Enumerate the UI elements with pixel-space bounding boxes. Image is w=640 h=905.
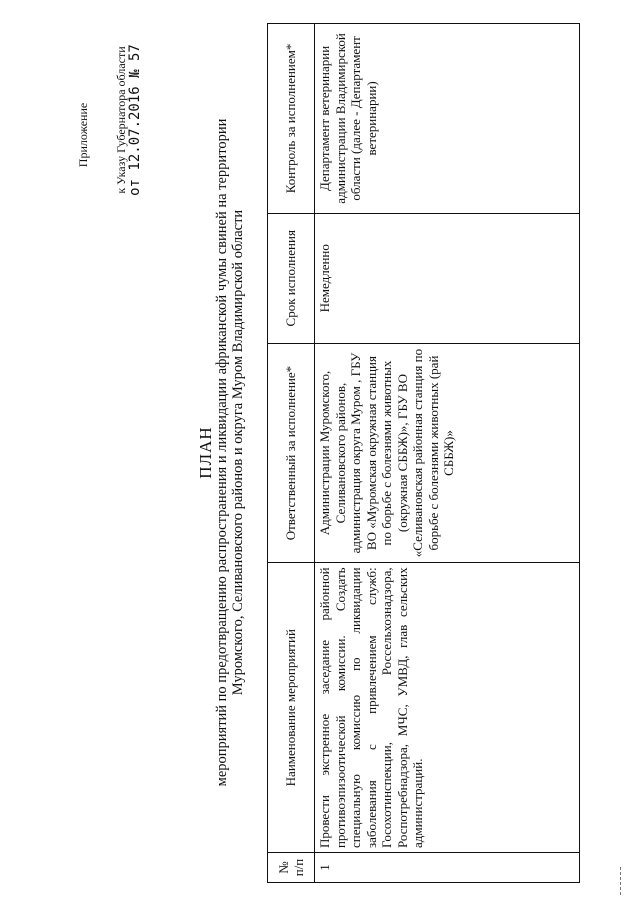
row-num: 1: [315, 853, 580, 883]
appendix-label: Приложение: [76, 102, 90, 168]
row-responsible: Администрации Муромского, Селивановского районов, администрация округа Муром , ГБУ ВО «Муромская окружная станция по борьбе с болезнями животных (окружная СББЖ)», ГБУ ВО «Селивановская районная станция по борьбе с болезнями животных (рай СББЖ)»: [315, 343, 580, 563]
plan-heading: ПЛАН: [196, 426, 215, 479]
header-num: № п/п: [268, 853, 315, 883]
appendix-decree: к Указу Губернатора области: [114, 46, 128, 194]
plan-subtitle-line2: Муромского, Селивановского районов и округа Муром Владимирской области: [230, 209, 246, 696]
header-name: Наименование мероприятий: [268, 563, 315, 853]
header-deadline: Срок исполнения: [268, 213, 315, 343]
appendix-date: от 12.07.2016 № 57: [127, 44, 143, 196]
margin-mark: [620, 867, 621, 895]
row-name: Провести экстренное заседание районной противоэпизоотической комиссии. Создать специальную комиссию по ликвидации заболевания с привлечением служб: Госохотинспекции, Россельхознадзора, Роспотребнадзора, МЧС, УМВД, глав сельских администраций.: [315, 563, 580, 853]
header-responsible: Ответственный за исполнение*: [268, 343, 315, 563]
plan-subtitle-line1: мероприятий по предотвращению распространения и ликвидации африканской чумы свиней на территории: [214, 118, 230, 787]
plan-table: [267, 23, 580, 883]
row-deadline: Немедленно: [315, 213, 580, 343]
row-control: Департамент ветеринарии администрации Владимирской области (далее - Департамент ветеринарии): [315, 24, 580, 214]
table-header-row: [268, 24, 315, 883]
header-control: Контроль за исполнением*: [268, 24, 315, 214]
table-row: [315, 24, 580, 883]
